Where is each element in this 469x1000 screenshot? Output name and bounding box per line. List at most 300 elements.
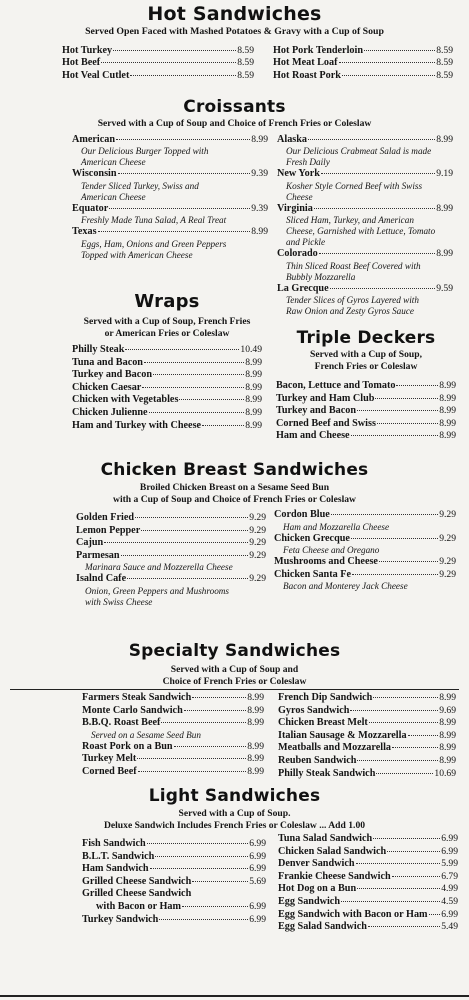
menu-item-name: Hot Roast Pork [273, 69, 341, 81]
menu-item-name: Virginia [277, 202, 313, 214]
menu-item-price: 9.29 [249, 537, 266, 549]
menu-item-name: Tuna Salad Sandwich [278, 833, 373, 844]
menu-item-price: 8.99 [439, 742, 456, 754]
menu-item [82, 741, 264, 754]
menu-item [278, 833, 458, 846]
dot-leader [159, 919, 248, 920]
dot-leader [330, 288, 436, 289]
section-hot-sandwiches [10, 2, 459, 82]
menu-item-description: Cheese [286, 191, 313, 202]
dot-leader [369, 722, 438, 723]
dot-leader [127, 578, 248, 579]
hot-sandwiches-subtitle: Served Open Faced with Mashed Potatoes & Gravy with a Cup of Soup [85, 26, 384, 37]
wraps-subtitle-1: Served with a Cup of Soup, French Fries [83, 316, 251, 327]
section-chicken-breast [10, 458, 459, 608]
dot-leader [392, 747, 438, 748]
menu-item-price: 6.99 [249, 863, 266, 875]
dot-leader [161, 722, 246, 723]
menu-item [277, 134, 453, 147]
menu-item-name: Chicken Julienne [72, 406, 148, 418]
menu-item [273, 70, 453, 83]
menu-item-price: 9.69 [439, 704, 456, 716]
triple-deckers-subtitle-1: Served with a Cup of Soup, [310, 349, 422, 360]
dot-leader [342, 75, 435, 76]
menu-item [76, 573, 266, 586]
menu-item-price: 6.99 [441, 845, 458, 857]
menu-item-name: Wisconsin [72, 168, 117, 180]
menu-item-price: 8.99 [439, 392, 456, 404]
dot-leader [368, 926, 440, 927]
menu-item [82, 753, 264, 766]
menu-item [72, 420, 262, 433]
menu-item-name: Philly Steak Sandwich [278, 767, 376, 779]
menu-item-name: Egg Sandwich with Bacon or Ham [278, 908, 428, 920]
menu-item-name: American [72, 133, 115, 145]
menu-item-description: Cheese, Garnished with Lettuce, Tomato [286, 226, 436, 237]
menu-item-name: Ham and Cheese [276, 430, 350, 442]
menu-item [276, 405, 456, 418]
menu-item-name: Hot Dog on a Bun [278, 883, 357, 895]
dot-leader [364, 50, 435, 51]
hot-sandwiches-title: Hot Sandwiches [147, 3, 322, 25]
menu-item [62, 57, 254, 70]
menu-item-name: Frankie Cheese Sandwich [278, 870, 391, 882]
wraps-subtitle-2: or American Fries or Coleslaw [104, 327, 230, 339]
menu-item [82, 692, 264, 705]
chicken-left-column [76, 512, 266, 608]
menu-item-price: 10.49 [240, 344, 262, 355]
menu-item-price: 6.99 [441, 908, 458, 920]
menu-item [82, 766, 264, 779]
section-wraps [72, 290, 262, 432]
wraps-list [72, 344, 262, 432]
menu-item-name: Alaska [277, 133, 308, 145]
menu-item-description: Tender Sliced Turkey, Swiss and [81, 180, 199, 191]
menu-item-description: Served on a Sesame Seed Bun [91, 729, 201, 740]
dot-leader [125, 349, 239, 350]
croissants-right-column [277, 134, 453, 318]
menu-item-price: 8.59 [436, 44, 453, 56]
menu-item-name: Cajun [76, 537, 104, 549]
dot-leader [331, 514, 438, 515]
menu-item-price: 8.99 [439, 729, 456, 741]
menu-item [274, 533, 456, 546]
croissants-title: Croissants [183, 97, 286, 117]
menu-item-name: Turkey and Bacon [276, 405, 357, 417]
menu-item [62, 45, 254, 58]
menu-item-name: Gyros Sandwich [278, 704, 350, 716]
dot-leader [357, 410, 438, 411]
menu-item-description: Topped with American Cheese [81, 249, 193, 260]
menu-item [277, 168, 453, 181]
menu-item-name: Egg Sandwich [278, 895, 340, 907]
dot-leader [350, 710, 438, 711]
menu-item-price: 5.99 [441, 858, 458, 870]
menu-item-price: 8.59 [237, 44, 254, 56]
menu-item-price: 9.29 [439, 532, 456, 544]
menu-item [276, 430, 456, 443]
specialty-title: Specialty Sandwiches [128, 641, 341, 661]
menu-item-description: Sliced Ham, Turkey, and American [286, 215, 414, 226]
menu-item-name: Farmers Steak Sandwich [82, 692, 192, 703]
menu-item-name: Chicken Salad Sandwich [278, 845, 387, 857]
menu-item [278, 896, 458, 909]
menu-item-name: Egg Salad Sandwich [278, 921, 367, 933]
menu-item-name: Meatballs and Mozzarella [278, 742, 391, 754]
menu-item [274, 556, 456, 569]
menu-item-price: 9.39 [251, 202, 268, 214]
menu-item-name: B.L.T. Sandwich [82, 850, 155, 862]
dot-leader [155, 856, 248, 857]
light-right-column [278, 833, 458, 934]
menu-item-price: 8.99 [245, 406, 262, 418]
menu-item-price: 9.59 [436, 282, 453, 294]
dot-leader [130, 75, 236, 76]
menu-item-name: New York [277, 168, 320, 180]
menu-item-name: Chicken Caesar [72, 381, 142, 393]
dot-leader [376, 773, 433, 774]
menu-item [76, 512, 266, 525]
dot-leader [144, 362, 244, 363]
dot-leader [375, 398, 438, 399]
menu-item-name: Bacon, Lettuce and Tomato [276, 380, 396, 391]
menu-item [82, 888, 266, 901]
menu-item-price: 9.19 [436, 168, 453, 180]
menu-item-name: Golden Fried [76, 512, 135, 523]
menu-item [76, 537, 266, 550]
bottom-rule [0, 995, 469, 997]
menu-item-name: Texas [72, 226, 97, 238]
croissants-subtitle: Served with a Cup of Soup and Choice of French Fries or Coleslaw [97, 118, 372, 129]
menu-item-name: Hot Veal Cutlet [62, 69, 130, 81]
light-subtitle-1: Served with a Cup of Soup. [178, 808, 291, 819]
menu-item-price: 8.99 [439, 417, 456, 429]
menu-item-price: 9.29 [439, 556, 456, 568]
chicken-breast-subtitle-2: with a Cup of Soup and Choice of French Fries or Coleslaw [113, 493, 356, 505]
menu-item-name: Mushrooms and Cheese [274, 556, 378, 568]
dot-leader [308, 139, 435, 140]
dot-leader [357, 888, 440, 889]
menu-item [72, 382, 262, 395]
menu-item [277, 203, 453, 216]
light-left-column [82, 838, 266, 934]
dot-leader [321, 173, 435, 174]
menu-item [274, 509, 456, 522]
dot-leader [373, 838, 440, 839]
menu-item-price: 9.29 [439, 509, 456, 520]
section-triple-deckers [276, 327, 456, 443]
menu-item-price: 8.99 [251, 226, 268, 238]
menu-item-description: Ham and Mozzarella Cheese [283, 521, 390, 532]
menu-item-price: 8.99 [247, 717, 264, 729]
menu-item-name: Colorado [277, 248, 318, 260]
menu-item-price: 8.59 [237, 57, 254, 69]
menu-item [276, 380, 456, 393]
dot-leader [319, 253, 435, 254]
specialty-left-column [82, 692, 264, 780]
menu-item [72, 369, 262, 382]
specialty-right-column [278, 692, 456, 780]
section-light [10, 784, 459, 934]
menu-item-description: American Cheese [81, 191, 146, 202]
menu-item-price: 8.99 [439, 380, 456, 391]
menu-item-description: Our Delicious Crabmeat Salad is made [286, 146, 432, 157]
menu-item [276, 418, 456, 431]
menu-item-name: Grilled Cheese Sandwich [82, 888, 192, 900]
menu-item-name: with Bacon or Ham [96, 900, 181, 912]
menu-item-price: 8.99 [245, 381, 262, 393]
menu-item [278, 871, 458, 884]
menu-item-price: 9.29 [249, 549, 266, 561]
menu-item-price: 8.59 [436, 57, 453, 69]
dot-leader [147, 843, 249, 844]
menu-item [72, 168, 268, 181]
menu-item-price: 10.69 [434, 767, 456, 779]
chicken-breast-title: Chicken Breast Sandwiches [100, 460, 369, 480]
menu-item-name: Grilled Cheese Sandwich [82, 875, 192, 887]
menu-item [82, 876, 266, 889]
menu-item [278, 883, 458, 896]
menu-item [82, 863, 266, 876]
menu-item-name: Chicken Grecque [274, 532, 350, 544]
dot-leader [357, 760, 438, 761]
menu-item-name: B.B.Q. Roast Beef [82, 717, 161, 729]
menu-item [278, 921, 458, 934]
menu-item-price: 8.99 [247, 740, 264, 752]
menu-item-price: 8.99 [247, 765, 264, 777]
menu-item-name: Isalnd Cafe [76, 573, 127, 585]
menu-item-name: Reuben Sandwich [278, 754, 357, 766]
menu-item-name: Ham Sandwich [82, 863, 149, 875]
dot-leader [116, 139, 250, 140]
triple-deckers-subtitle-2: French Fries or Coleslaw [314, 360, 418, 372]
menu-item [276, 393, 456, 406]
menu-item-description: Eggs, Ham, Onions and Green Peppers [81, 238, 227, 249]
menu-item-price: 8.99 [251, 133, 268, 145]
menu-item-description: Marinara Sauce and Mozzerella Cheese [85, 562, 233, 573]
dot-leader [138, 771, 247, 772]
dot-leader [121, 555, 249, 556]
menu-item-name: Chicken Santa Fe [274, 568, 351, 580]
dot-leader [109, 208, 250, 209]
menu-item [278, 730, 456, 743]
menu-item-price: 5.49 [441, 921, 458, 933]
menu-item [72, 134, 268, 147]
menu-item-description: Thin Sliced Roast Beef Covered with [286, 260, 421, 271]
menu-item-name: Chicken Breast Melt [278, 717, 368, 729]
dot-leader [174, 746, 247, 747]
menu-item-name: Equator [72, 202, 109, 214]
menu-item [278, 717, 456, 730]
menu-item-name: Turkey Melt [82, 753, 137, 765]
triple-deckers-list [276, 380, 456, 443]
menu-item-price: 4.59 [441, 895, 458, 907]
dot-leader [341, 901, 440, 902]
menu-item-name: Fish Sandwich [82, 838, 146, 849]
menu-item [76, 525, 266, 538]
dot-leader [149, 412, 245, 413]
menu-item-price: 6.79 [441, 870, 458, 882]
menu-item-price: 8.99 [436, 248, 453, 260]
menu-item-price: 8.99 [247, 704, 264, 716]
menu-item-name: Denver Sandwich [278, 858, 355, 870]
dot-leader [101, 62, 236, 63]
dot-leader [314, 208, 435, 209]
menu-item [82, 914, 266, 927]
dot-leader [118, 173, 251, 174]
menu-item-description: Freshly Made Tuna Salad, A Real Treat [81, 215, 227, 226]
menu-item-description: Fresh Daily [286, 157, 330, 168]
menu-item-price: 8.99 [439, 430, 456, 442]
menu-item-name: Corned Beef and Swiss [276, 417, 376, 429]
dot-leader [377, 423, 438, 424]
dot-leader [339, 62, 436, 63]
menu-item [273, 57, 453, 70]
dot-leader [150, 868, 249, 869]
dot-leader [408, 735, 439, 736]
menu-item-name: Turkey and Ham Club [276, 392, 375, 404]
light-subtitle-2: Deluxe Sandwich Includes French Fries or Coleslaw ... Add 1.00 [103, 819, 366, 831]
menu-item [273, 45, 453, 58]
dot-leader [379, 561, 438, 562]
menu-item-price: 5.69 [249, 875, 266, 887]
dot-leader [387, 851, 440, 852]
menu-item [82, 838, 266, 851]
dot-leader [142, 387, 244, 388]
hot-right-column [273, 45, 453, 83]
menu-item-price: 8.99 [245, 419, 262, 431]
menu-item-price: 8.99 [245, 394, 262, 406]
triple-deckers-title: Triple Deckers [296, 328, 436, 348]
dot-leader [192, 881, 248, 882]
menu-item-price: 6.99 [249, 900, 266, 912]
chicken-right-column [274, 509, 456, 608]
menu-item [278, 909, 458, 922]
dot-leader [351, 538, 438, 539]
menu-item-description: Our Delicious Burger Topped with [81, 146, 209, 157]
dot-leader [182, 906, 248, 907]
hot-left-column [62, 45, 254, 83]
menu-item-price: 8.99 [436, 133, 453, 145]
menu-item [82, 717, 264, 730]
menu-item-description: with Swiss Cheese [85, 596, 153, 607]
specialty-divider [10, 689, 459, 690]
dot-leader [202, 425, 244, 426]
menu-item-name: Turkey Sandwich [82, 913, 159, 925]
menu-item-price: 9.29 [439, 568, 456, 580]
dot-leader [373, 697, 438, 698]
dot-leader [98, 231, 251, 232]
menu-item [72, 394, 262, 407]
menu-item-price: 9.29 [249, 524, 266, 536]
menu-item-name: Roast Pork on a Bun [82, 740, 173, 752]
dot-leader [153, 374, 244, 375]
menu-item-price: 6.99 [249, 838, 266, 849]
dot-leader [113, 50, 236, 51]
menu-item-price: 6.99 [249, 913, 266, 925]
light-title: Light Sandwiches [148, 786, 321, 806]
specialty-subtitle-2: Choice of French Fries or Coleslaw [162, 675, 307, 687]
menu-item-description: Onion, Green Peppers and Mushrooms [85, 585, 230, 596]
menu-item-price: 8.99 [439, 717, 456, 729]
menu-item [72, 203, 268, 216]
menu-item [277, 248, 453, 261]
menu-item-name: Hot Pork Tenderloin [273, 44, 363, 56]
section-specialty [10, 639, 459, 780]
menu-item [278, 755, 456, 768]
menu-item-name: Turkey and Bacon [72, 369, 153, 381]
menu-item-price: 8.99 [247, 753, 264, 765]
menu-item-description: Kosher Style Corned Beef with Swiss [286, 180, 423, 191]
menu-item [82, 851, 266, 864]
dot-leader [356, 863, 441, 864]
menu-item [278, 768, 456, 781]
menu-item [278, 692, 456, 705]
menu-item-description: Bacon and Monterey Jack Cheese [283, 581, 408, 592]
menu-item-name: Lemon Pepper [76, 524, 141, 536]
menu-item-name: Tuna and Bacon [72, 356, 143, 368]
menu-item-price: 9.29 [249, 573, 266, 585]
menu-item [82, 705, 264, 718]
menu-item [278, 742, 456, 755]
menu-item [274, 569, 456, 582]
menu-item-name: Ham and Turkey with Cheese [72, 419, 202, 431]
menu-item-name: Italian Sausage & Mozzarella [278, 729, 407, 741]
menu-item [62, 70, 254, 83]
menu-item-name: Philly Steak [72, 344, 125, 355]
menu-item [82, 901, 266, 914]
menu-item-name: Hot Beef [62, 57, 101, 69]
dot-leader [104, 542, 248, 543]
menu-item-price: 6.99 [249, 850, 266, 862]
menu-item [72, 344, 262, 357]
menu-item-name: Parmesan [76, 549, 120, 561]
dot-leader [351, 435, 439, 436]
dot-leader [179, 399, 244, 400]
dot-leader [392, 876, 441, 877]
menu-item-description: American Cheese [81, 157, 146, 168]
menu-item-description: Raw Onion and Zesty Gyros Sauce [286, 306, 415, 317]
menu-item-price: 9.39 [251, 168, 268, 180]
menu-item-price: 8.99 [436, 202, 453, 214]
dot-leader [192, 697, 246, 698]
menu-item-description: Bubbly Mozzarella [286, 271, 356, 282]
menu-item-name: French Dip Sandwich [278, 692, 373, 703]
menu-item-name: Hot Turkey [62, 44, 113, 56]
section-croissants [10, 96, 459, 317]
menu-item-name: Hot Meat Loaf [273, 57, 338, 69]
menu-item-price: 8.99 [245, 369, 262, 381]
dot-leader [429, 914, 441, 915]
menu-item-description: Feta Cheese and Oregano [283, 545, 380, 556]
menu-item-price: 8.99 [439, 405, 456, 417]
menu-item-description: and Pickle [286, 237, 326, 248]
dot-leader [137, 758, 246, 759]
menu-item-name: La Grecque [277, 282, 329, 294]
menu-item-price: 8.99 [439, 754, 456, 766]
menu-item [278, 705, 456, 718]
menu-item-name: Monte Carlo Sandwich [82, 704, 183, 716]
menu-item [278, 858, 458, 871]
menu-item-price: 8.99 [439, 692, 456, 703]
dot-leader [352, 574, 438, 575]
dot-leader [135, 517, 248, 518]
menu-item [72, 407, 262, 420]
menu-item [277, 283, 453, 296]
menu-item-price: 8.59 [436, 69, 453, 81]
menu-item-price: 6.99 [441, 833, 458, 844]
chicken-breast-subtitle-1: Broiled Chicken Breast on a Sesame Seed Bun [139, 482, 330, 493]
